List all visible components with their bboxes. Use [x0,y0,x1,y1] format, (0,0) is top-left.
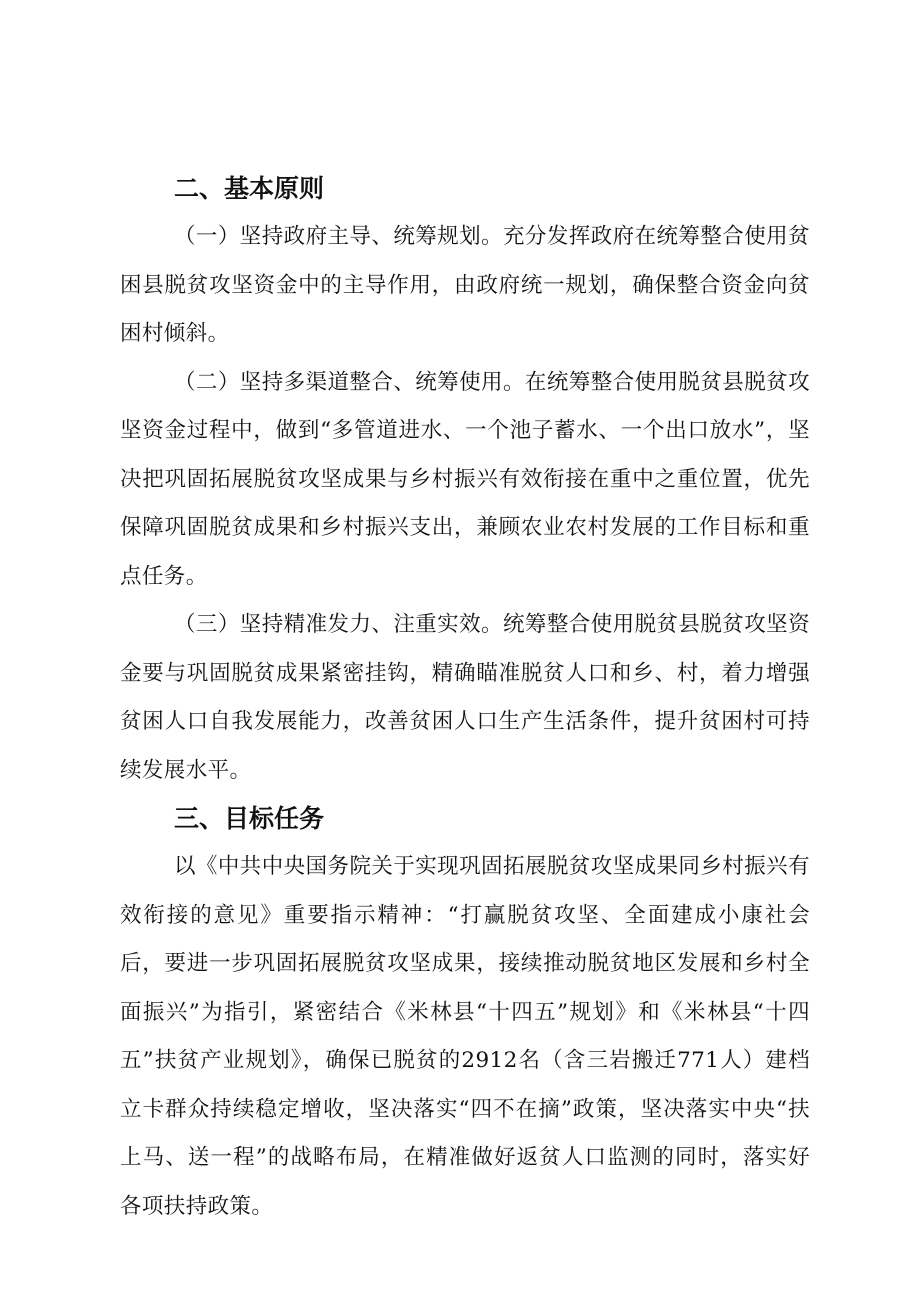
paragraph-goals: 以《中共中央国务院关于实现巩固拓展脱贫攻坚成果同乡村振兴有效衔接的意见》重要指示精神：“打赢脱贫攻坚、全面建成小康社会后，要进一步巩固拓展脱贫攻坚成果，接续推动脱贫地区发展和乡村全面振兴”为指引，紧密结合《米林县“十四五”规划》和《米林县“十四五”扶贫产业规划》，确保已脱贫的2912名（含三岩搬迁771人）建档立卡群众持续稳定增收，坚决落实“四不在摘”政策，坚决落实中央“扶上马、送一程”的战略布局，在精准做好返贫人口监测的同时，落实好各项扶持政策。 [120,854,810,1219]
section-heading-goals-tasks: 三、目标任务 [174,804,325,833]
section-heading-basic-principles: 二、基本原则 [174,174,325,203]
paragraph-principle-2: （二）坚持多渠道整合、统筹使用。在统筹整合使用脱贫县脱贫攻坚资金过程中，做到“多管道进水、一个池子蓄水、一个出口放水”，坚决把巩固拓展脱贫攻坚成果与乡村振兴有效衔接在重中之重位置，优先保障巩固脱贫成果和乡村振兴支出，兼顾农业农村发展的工作目标和重点任务。 [120,369,810,589]
paragraph-principle-1: （一）坚持政府主导、统筹规划。充分发挥政府在统筹整合使用贫困县脱贫攻坚资金中的主导作用，由政府统一规划，确保整合资金向贫困村倾斜。 [120,224,810,346]
paragraph-principle-3: （三）坚持精准发力、注重实效。统筹整合使用脱贫县脱贫攻坚资金要与巩固脱贫成果紧密挂钩，精确瞄准脱贫人口和乡、村，着力增强贫困人口自我发展能力，改善贫困人口生产生活条件，提升贫困村可持续发展水平。 [120,612,810,783]
document-body [120,165,810,1231]
